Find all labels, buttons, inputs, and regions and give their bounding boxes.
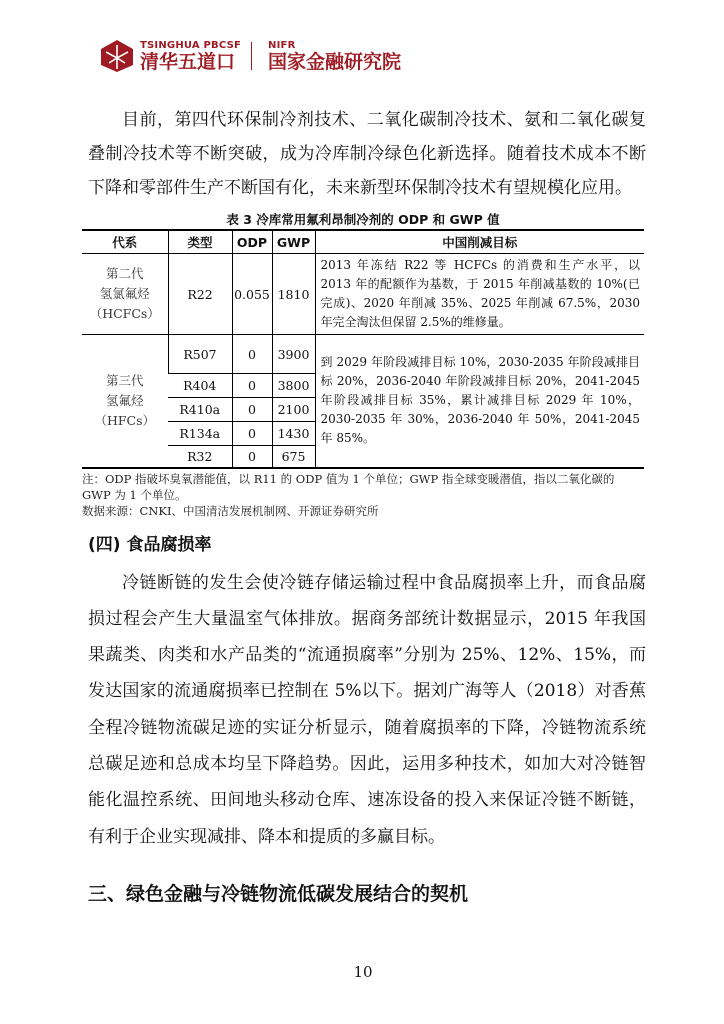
type-cell: R507	[168, 335, 232, 374]
generation-cell: 第三代 氢氟烃 （HFCs）	[82, 335, 168, 468]
logo-cn: 清华五道口	[140, 50, 236, 73]
generation-cell: 第二代 氢氯氟烃 （HCFCs）	[82, 254, 168, 335]
header-target: 中国削减目标	[315, 230, 644, 254]
table-row	[82, 335, 644, 374]
page-number: 10	[353, 962, 373, 981]
header-type: 类型	[168, 230, 232, 254]
tsinghua-logo-icon	[100, 39, 134, 73]
inst-cn: 国家金融研究院	[268, 50, 402, 73]
type-cell: R22	[168, 254, 232, 335]
table-note: 注：ODP 指破坏臭氧潜能值，以 R11 的 ODP 值为 1 个单位；GWP 指全球变暖潜值，指以二氧化碳的 GWP 为 1 个单位。	[82, 471, 615, 502]
table-source: 数据来源：CNKI、中国清洁发展机制网、开源证券研究所	[82, 503, 379, 518]
target-cell: 2013 年冻结 R22 等 HCFCs 的消费和生产水平，以 2013 年的配额作为基数，于 2015 年削减基数的 10%(已完成)、2020 年削减 35%、2025 年削减 67.5%，2030 年完全淘汰但保留 2.5%的维修量。	[315, 254, 644, 335]
odp-cell: 0	[232, 422, 272, 446]
header-generation: 代系	[82, 230, 168, 254]
type-cell: R32	[168, 446, 232, 468]
table-row	[82, 254, 644, 335]
inst-en: NIFR	[268, 39, 296, 51]
gwp-cell: 3800	[272, 374, 315, 398]
odp-cell: 0	[232, 398, 272, 422]
target-cell: 到 2029 年阶段减排目标 10%，2030-2035 年阶段减排目标 20%，2036-2040 年阶段减排目标 20%，2041-2045 年阶段减排目标 35%，累计减排目标 2029 年 10%，2030-2035 年 30%，2036-2040 年 50%，2041-2045 年 85%。	[315, 335, 644, 468]
odp-cell: 0	[232, 446, 272, 468]
gwp-cell: 1430	[272, 422, 315, 446]
gwp-cell: 1810	[272, 254, 315, 335]
refrigerant-table	[82, 229, 644, 469]
table-header-row	[82, 230, 644, 254]
type-cell: R410a	[168, 398, 232, 422]
odp-cell: 0.055	[232, 254, 272, 335]
odp-cell: 0	[232, 335, 272, 374]
type-cell: R134a	[168, 422, 232, 446]
paragraph-refrigeration: 目前，第四代环保制冷剂技术、二氧化碳制冷技术、氨和二氧化碳复叠制冷技术等不断突破，成为冷库制冷绿色化新选择。随着技术成本不断下降和零部件生产不断国有化，未来新型环保制冷技术有望规模化应用。	[88, 110, 646, 198]
table-notes	[82, 471, 644, 519]
section-heading-green-finance: 三、绿色金融与冷链物流低碳发展结合的契机	[88, 882, 469, 905]
logo-en: TSINGHUA PBCSF	[140, 39, 242, 51]
logo-school	[140, 40, 241, 73]
gwp-cell: 675	[272, 446, 315, 468]
section-heading-food-loss: (四) 食品腐损率	[88, 534, 212, 555]
odp-cell: 0	[232, 374, 272, 398]
logo-institute	[268, 40, 401, 73]
table-caption: 表 3 冷库常用氟利昂制冷剂的 ODP 和 GWP 值	[226, 212, 500, 227]
header-logo	[100, 36, 644, 76]
gwp-cell: 3900	[272, 335, 315, 374]
gwp-cell: 2100	[272, 398, 315, 422]
logo-divider	[251, 42, 252, 70]
paragraph-food-loss: 冷链断链的发生会使冷链存储运输过程中食品腐损率上升，而食品腐损过程会产生大量温室气体排放。据商务部统计数据显示，2015 年我国果蔬类、肉类和水产品类的“流通损腐率”分别为 25%、12%、15%，而发达国家的流通腐损率已控制在 5%以下。据刘广海等人（2018）对香蕉全程冷链物流碳足迹的实证分析显示，随着腐损率的下降，冷链物流系统总碳足迹和总成本均呈下降趋势。因此，运用多种技术，如加大对冷链智能化温控系统、田间地头移动仓库、速冻设备的投入来保证冷链不断链，有利于企业实现减排、降本和提质的多赢目标。	[88, 572, 646, 847]
type-cell: R404	[168, 374, 232, 398]
header-gwp: GWP	[272, 230, 315, 254]
header-odp: ODP	[232, 230, 272, 254]
